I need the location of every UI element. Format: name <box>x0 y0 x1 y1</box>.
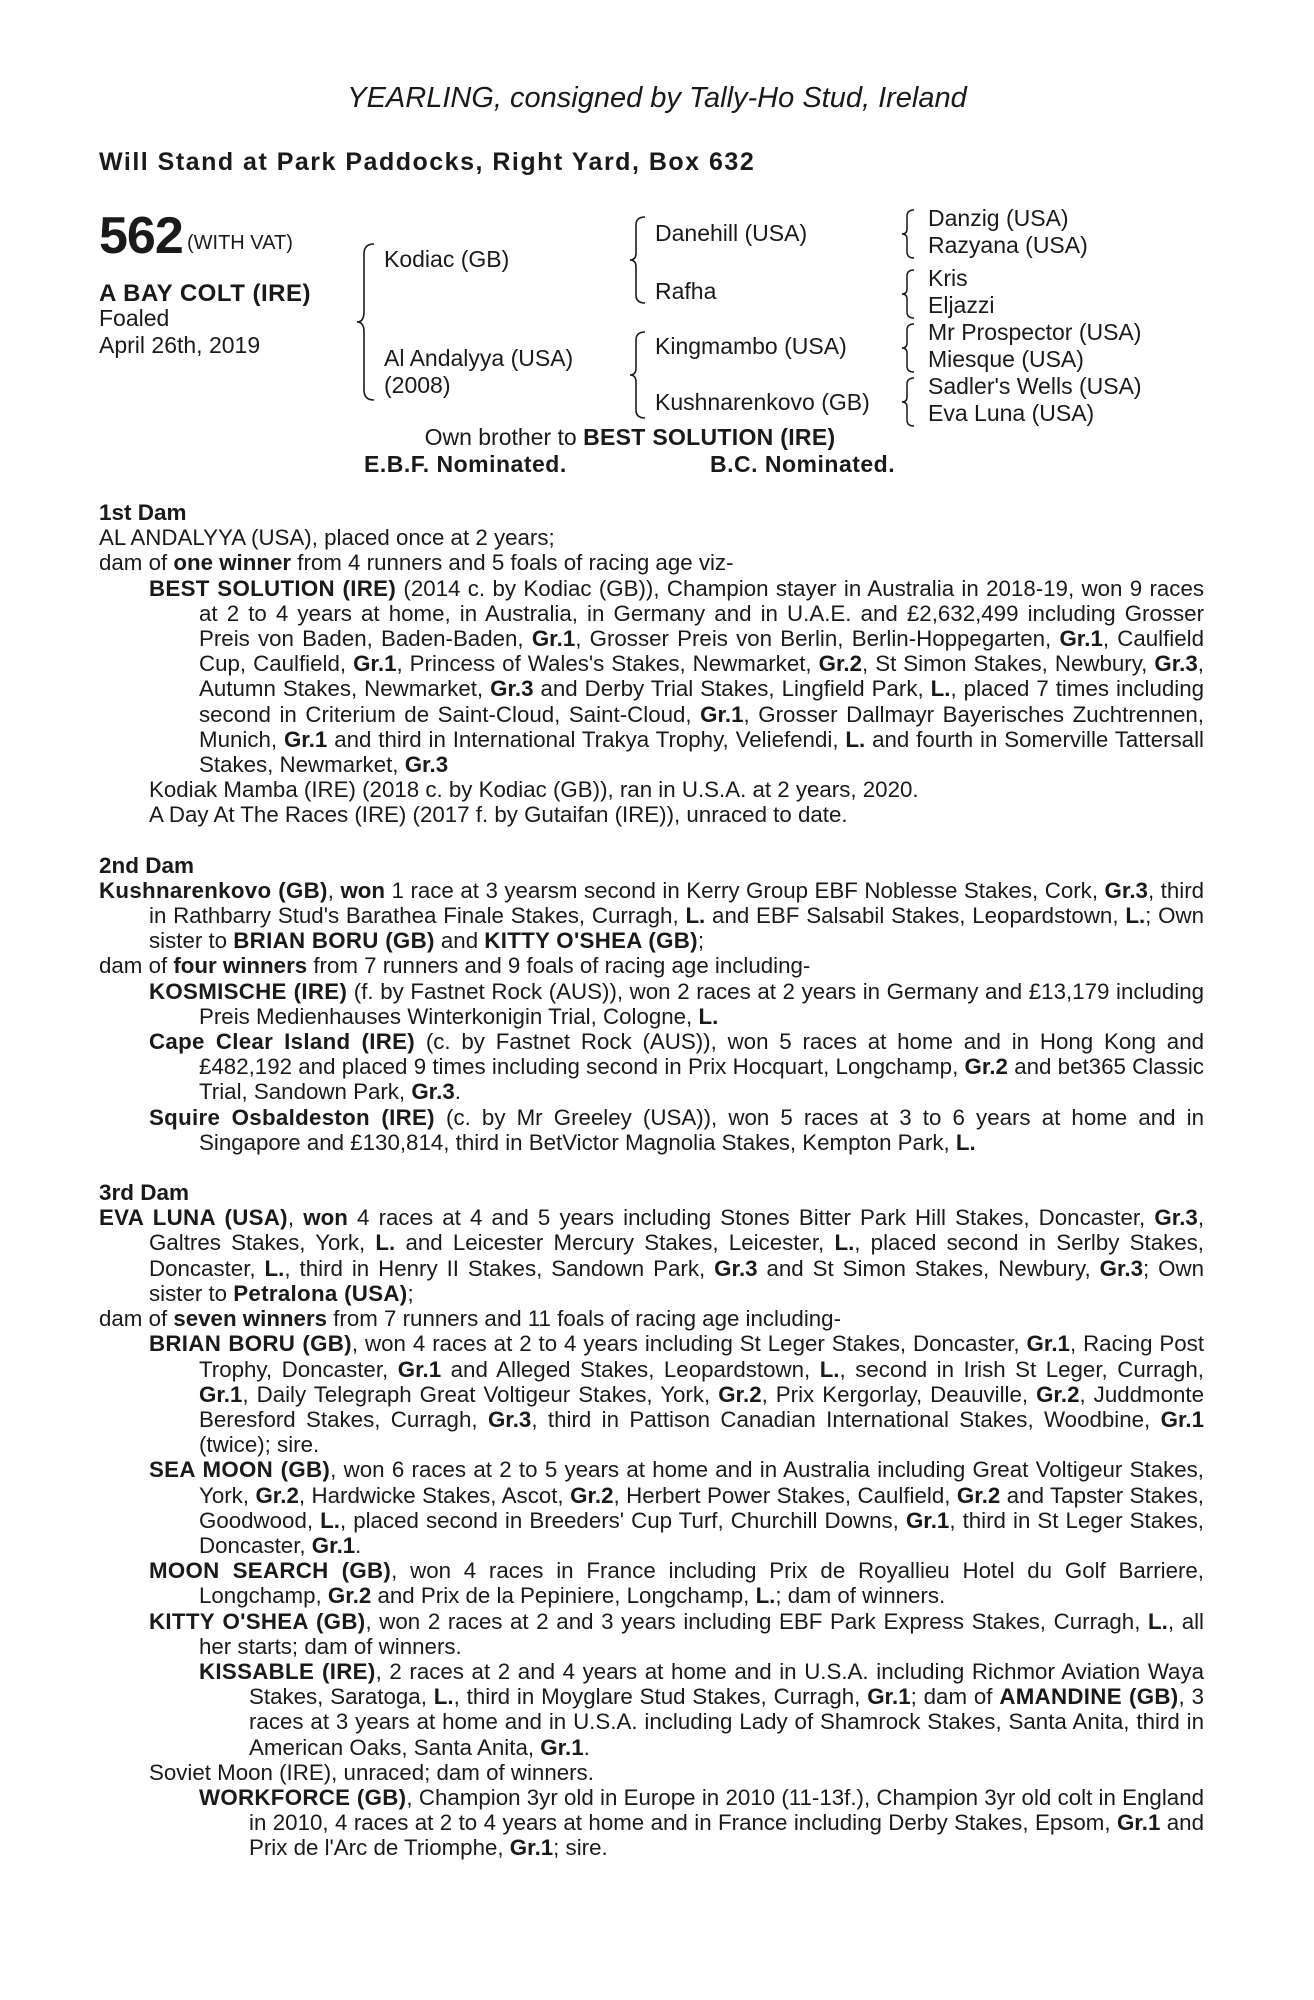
dam-sire: Kingmambo (USA) <box>655 333 847 359</box>
gen4-2: Razyana (USA) <box>928 232 1088 258</box>
gen4-5: Mr Prospector (USA) <box>928 319 1142 345</box>
ebf-nominated: E.B.F. Nominated. <box>364 451 567 477</box>
bc-nominated: B.C. Nominated. <box>710 451 896 477</box>
first-dam-title: 1st Dam <box>99 500 187 525</box>
own-brother-note: Own brother to BEST SOLUTION (IRE) <box>424 424 836 450</box>
first-dam-line: AL ANDALYYA (USA), placed once at 2 years; <box>99 525 555 551</box>
produce-moon-search: MOON SEARCH (GB), won 4 races in France including Prix de Royallieu Hotel du Golf Barriere, Longchamp, Gr.2 and Prix de la Pepiniere, Longchamp, L.; dam of winners. <box>149 1558 1205 1609</box>
produce-brian-boru: BRIAN BORU (GB), won 4 races at 2 to 4 years including St Leger Stakes, Doncaster, Gr.1, Racing Post Trophy, Doncaster, Gr.1 and Alleged Stakes, Leopardstown, L., second in Irish St Leger, Curragh, Gr.1, Daily Telegraph Great Voltigeur Stakes, York, Gr.2, Prix Kergorlay, Deauville, Gr.2, Juddmonte Beresford Stakes, Curragh, Gr.3, third in Pattison Canadian International Stakes, Woodbine, Gr.1 (twice); sire. <box>149 1331 1205 1458</box>
produce-a-day-at-the-races: A Day At The Races (IRE) (2017 f. by Gutaifan (IRE)), unraced to date. <box>149 802 848 828</box>
foaled-date: April 26th, 2019 <box>99 332 261 358</box>
pedigree-brace-g4-2 <box>901 268 917 320</box>
pedigree-brace-g4-1 <box>901 208 917 260</box>
gen4-4: Eljazzi <box>928 292 995 318</box>
horse-name: A BAY COLT (IRE) <box>99 280 312 307</box>
produce-sea-moon: SEA MOON (GB), won 6 races at 2 to 5 years at home and in Australia including Great Voltigeur Stakes, York, Gr.2, Hardwicke Stakes, Ascot, Gr.2, Herbert Power Stakes, Caulfield, Gr.2 and Tapster Stakes, Goodwood, L., placed second in Breeders' Cup Turf, Churchill Downs, Gr.1, third in St Leger Stakes, Doncaster, Gr.1. <box>149 1457 1205 1558</box>
first-dam-produce: dam of one winner from 4 runners and 5 foals of racing age viz- <box>99 550 734 576</box>
produce-kissable: KISSABLE (IRE), 2 races at 2 and 4 years at home and in U.S.A. including Richmor Aviation Waya Stakes, Saratoga, L., third in Moyglare Stud Stakes, Curragh, Gr.1; dam of AMANDINE (GB), 3 races at 3 years at home and in U.S.A. including Lady of Shamrock Stakes, Santa Anita, third in American Oaks, Santa Anita, Gr.1. <box>199 1658 1204 1760</box>
produce-squire-osbaldeston: Squire Osbaldeston (IRE) (c. by Mr Greeley (USA)), won 5 races at 3 to 6 years at home and in Singapore and £130,814, third in BetVictor Magnolia Stakes, Kempton Park, L. <box>149 1104 1204 1155</box>
sire-dam: Rafha <box>655 278 717 304</box>
stand-location: Will Stand at Park Paddocks, Right Yard, Box 632 <box>99 148 756 176</box>
third-dam-title: 3rd Dam <box>99 1180 190 1206</box>
sire-sire: Danehill (USA) <box>655 220 808 246</box>
foaled-label: Foaled <box>99 305 170 331</box>
third-dam-line: EVA LUNA (USA), won 4 races at 4 and 5 years including Stones Bitter Park Hill Stakes, Doncaster, Gr.3, Galtres Stakes, York, L. and Leicester Mercury Stakes, Leicester, L., placed second in Serlby Stakes, Doncaster, L., third in Henry II Stakes, Sandown Park, Gr.3 and St Simon Stakes, Newbury, Gr.3; Own sister to Petralona (USA); <box>99 1205 1205 1306</box>
lot-number: 562 <box>99 207 183 265</box>
gen4-6: Miesque (USA) <box>928 346 1084 372</box>
produce-kitty-oshea: KITTY O'SHEA (GB), won 2 races at 2 and 3 years including EBF Park Express Stakes, Curragh, L., all her starts; dam of winners. <box>149 1608 1204 1659</box>
vat-note: (WITH VAT) <box>187 232 293 254</box>
second-dam-line: Kushnarenkovo (GB), won 1 race at 3 yearsm second in Kerry Group EBF Noblesse Stakes, Cork, Gr.3, third in Rathbarry Stud's Barathea Finale Stakes, Curragh, L. and EBF Salsabil Stakes, Leopardstown, L.; Own sister to BRIAN BORU (GB) and KITTY O'SHEA (GB); <box>99 877 1205 954</box>
produce-best-solution: BEST SOLUTION (IRE) (2014 c. by Kodiac (GB)), Champion stayer in Australia in 2018-19, won 9 races at 2 to 4 years at home, in Australia, in Germany and in U.A.E. and £2,632,499 including Grosser Preis von Baden, Baden-Baden, Gr.1, Grosser Preis von Berlin, Berlin-Hoppegarten, Gr.1, Caulfield Cup, Caulfield, Gr.1, Princess of Wales's Stakes, Newmarket, Gr.2, St Simon Stakes, Newbury, Gr.3, Autumn Stakes, Newmarket, Gr.3 and Derby Trial Stakes, Lingfield Park, L., placed 7 times including second in Criterium de Saint-Cloud, Saint-Cloud, Gr.1, Grosser Dallmayr Bayerisches Zuchtrennen, Munich, Gr.1 and third in International Trakya Trophy, Veliefendi, L. and fourth in Somerville Tattersall Stakes, Newmarket, Gr.3 <box>149 575 1205 778</box>
pedigree-brace-sire <box>629 215 649 305</box>
produce-kosmische: KOSMISCHE (IRE) (f. by Fastnet Rock (AUS)), won 2 races at 2 years in Germany and £13,179 including Preis Medienhauses Winterkonigin Trial, Cologne, L. <box>149 978 1205 1029</box>
pedigree-brace-g4-3 <box>901 322 917 374</box>
produce-cape-clear-island: Cape Clear Island (IRE) (c. by Fastnet Rock (AUS)), won 5 races at home and in Hong Kong and £482,192 and placed 9 times including second in Prix Hocquart, Longchamp, Gr.2 and bet365 Classic Trial, Sandown Park, Gr.3. <box>149 1029 1205 1105</box>
second-dam-title: 2nd Dam <box>99 852 195 878</box>
produce-workforce: WORKFORCE (GB), Champion 3yr old in Europe in 2010 (11-13f.), Champion 3yr old colt in England in 2010, 4 races at 2 to 4 years at home and in France including Derby Stakes, Epsom, Gr.1 and Prix de l'Arc de Triomphe, Gr.1; sire. <box>199 1784 1204 1861</box>
produce-soviet-moon: Soviet Moon (IRE), unraced; dam of winners. <box>149 1759 594 1785</box>
gen4-1: Danzig (USA) <box>928 205 1069 231</box>
own-brother-name: BEST SOLUTION (IRE) <box>583 424 836 450</box>
third-dam-produce: dam of seven winners from 7 runners and 11 foals of racing age including- <box>99 1306 841 1332</box>
second-dam-produce: dam of four winners from 7 runners and 9 foals of racing age including- <box>99 953 811 979</box>
pedigree-brace-main <box>356 242 378 402</box>
gen4-3: Kris <box>928 265 968 291</box>
produce-kodiak-mamba: Kodiak Mamba (IRE) (2018 c. by Kodiac (GB)), ran in U.S.A. at 2 years, 2020. <box>149 777 919 803</box>
dam: Al Andalyya (USA) <box>384 345 574 371</box>
gen4-7: Sadler's Wells (USA) <box>928 373 1142 399</box>
consignment-line: YEARLING, consigned by Tally-Ho Stud, Ireland <box>347 82 967 114</box>
dam-dam: Kushnarenkovo (GB) <box>655 389 870 415</box>
gen4-8: Eva Luna (USA) <box>928 400 1095 426</box>
sire: Kodiac (GB) <box>384 246 510 272</box>
dam-year: (2008) <box>384 372 451 398</box>
pedigree-brace-dam <box>629 330 649 420</box>
pedigree-brace-g4-4 <box>901 376 917 428</box>
produce-record <box>99 500 1204 1861</box>
